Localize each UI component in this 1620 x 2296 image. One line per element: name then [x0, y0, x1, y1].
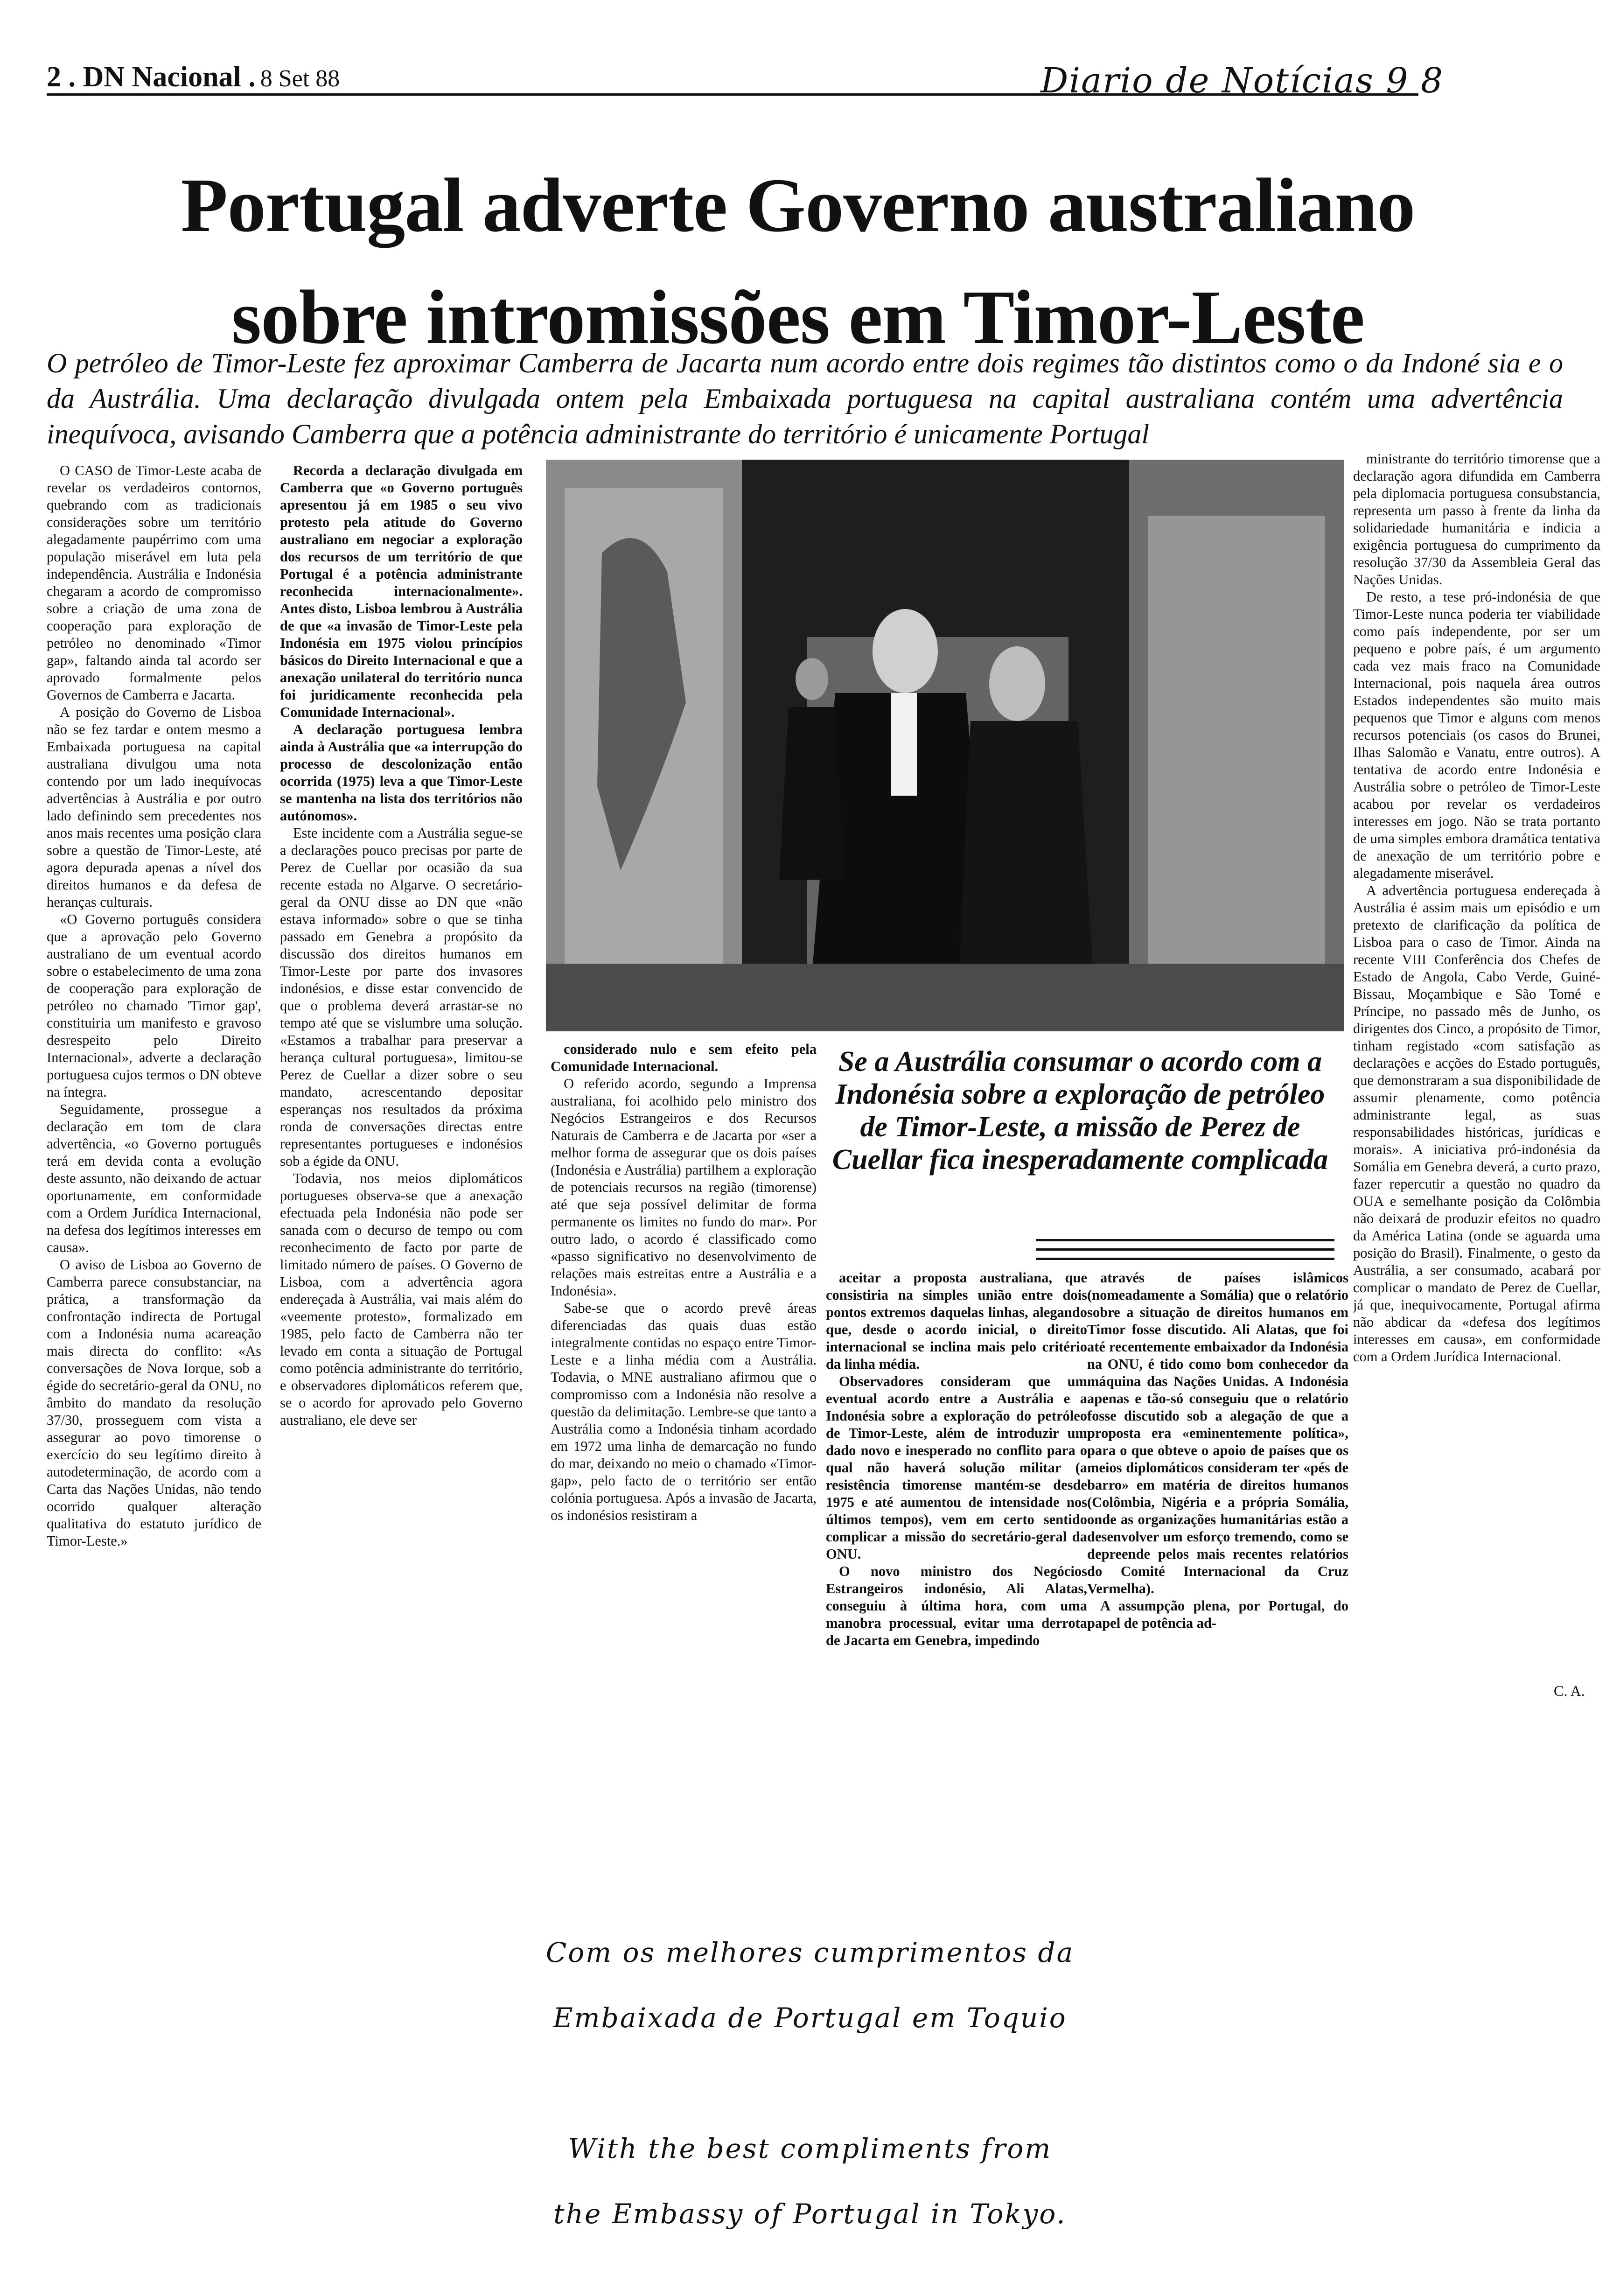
paragraph: Sabe-se que o acordo prevê áreas diferenciadas das quais duas estão integralmente contidas no espaço entre Timor-Leste e a linha média com a Austrália. Todavia, o MNE australiano afirmou que o compromisso com a Indonésia não resolve a questão da delimitação. Lembre-se que tanto a Austrália como a Indonésia tinham acordado em 1972 uma linha de demarcação no fundo do mar, deixando no meio o chamado «Timor-gap», pelo facto de o território ser então colónia portuguesa. Após a invasão de Jacarta, os indonésios resistiram a: [551, 1300, 817, 1523]
author-signature: C. A.: [1554, 1682, 1585, 1699]
compliments-pt-line-2: Embaixada de Portugal em Toquio: [553, 2002, 1067, 2034]
paragraph: «O Governo português considera que a aprovação pelo Governo australiano de um eventual acordo sobre o estabelecimento de uma zona de cooperação para exploração de petróleo no chamado 'Timor gap', constituiria um manifesto e gravoso desrespeito pelo Direito Internacional», adverte a declaração portuguesa cujos termos o DN obteve na íntegra.: [47, 911, 261, 1100]
compliments-en-line-1: With the best compliments from: [568, 2133, 1052, 2164]
pull-quote-rule: [1036, 1248, 1334, 1251]
paragraph: A advertência portuguesa endereçada à Austrália é assim mais um episódio e um pretexto de clarificação da política de Lisboa para o caso de Timor. Ainda na recente VIII Conferência dos Chefes de Estado de Angola, Cabo Verde, Guiné-Bissau, Moçambique e São Tomé e Príncipe, no passado mês de Junho, os dirigentes dos Cinco, a propósito de Timor, tinham registado «com satisfação as declarações e acções do Estado português, que demonstraram a sua disponibilidade de assumir plenamente, como potência administrante legal, as suas responsabilidades históricas, jurídicas e morais». A iniciativa pró-indonésia da Somália em Genebra deverá, a curto prazo, fazer repercutir a questão no quadro da OUA e semelhante posição da Colômbia não deixará de produzir efeitos no quadro da América Latina (onde se aguarda uma posição do Brasil). Finalmente, o gesto da Austrália, a ser consumado, acabará por complicar o mandato de Perez de Cuellar, já que, inequivocamente, Portugal afirma não abdicar da «defesa dos legítimos interesses em causa», em conformidade com a Ordem Jurídica Internacional.: [1353, 882, 1600, 1365]
photo-illustration: [546, 460, 1344, 1031]
headline: [112, 149, 1484, 373]
article-column-6: [1353, 450, 1600, 1682]
compliments-pt-line-1: Com os melhores cumprimentos da: [545, 1937, 1075, 1968]
paragraph: Observadores consideram que um eventual acordo entre a Austrália e a Indonésia sobre a exploração do petróleo de Timor-Leste, além de introduzir um dado novo e inesperado no conflito para o qual não haverá solução militar (a resistência timorense mantém-se desde 1975 e até aumentou de intensidade nos últimos tempos), vem em certo sentido complicar a missão do secretário-geral da ONU.: [826, 1373, 1087, 1562]
paragraph: A posição do Governo de Lisboa não se fez tardar e ontem mesmo a Embaixada portuguesa na capital australiana divulgou uma nota contendo por um lado inequívocas advertências à Austrália e por outro lado definindo sem precedentes nos anos mais recentes uma posição clara sobre a questão de Timor-Leste, até agora depurada apenas a nível dos direitos humanos e da defesa de heranças culturais.: [47, 704, 261, 910]
section-label: 2 . DN Nacional .: [47, 61, 256, 93]
paragraph: aceitar a proposta australiana, que consistiria na simples união entre dois pontos extremos daquelas linhas, alegando que, desde o acordo inicial, o direito internacional se inclina mais pelo critério da linha média.: [826, 1270, 1087, 1372]
paragraph: De resto, a tese pró-indonésia de que Timor-Leste nunca poderia ter viabilidade como país independente, por ser um pequeno e pobre país, é um argumento cada vez mais fraco na Comunidade Internacional, pois naquela área outros Estados independentes são muito mais pequenos que Timor e alguns com menos recursos potenciais (os casos do Brunei, Ilhas Salomão e Vanatu, entre outros). A tentativa de acordo entre Indonésia e Austrália sobre o petróleo de Timor-Leste acabou por revelar os verdadeiros interesses em jogo. Não se trata portanto de uma simples embora dramática tentativa de anexação de um território pobre e alegadamente miserável.: [1353, 589, 1600, 881]
headline-line-1: Portugal adverte Governo australiano: [181, 162, 1415, 248]
paragraph: através de países islâmicos (nomeadamente a Somália) que o relatório sobre a situação de direitos humanos em Timor fosse discutido. Ali Alatas, que foi até recentemente embaixador da Indonésia na ONU, é tido como bom conhecedor da máquina das Nações Unidas. A Indonésia apenas e tão-só conseguiu que o relatório fosse discutido sob a alegação de que a proposta era «eminentemente política», para o que obteve o apoio de países que os meios diplomáticos consideram ter «pés de barro» em matéria de direitos humanos (Colômbia, Nigéria e a própria Somália, onde as organizações humanitárias estão a desenvolver um esforço tremendo, como se depreende pelos mais recentes relatórios do Comité Internacional da Cruz Vermelha).: [1087, 1270, 1348, 1596]
article-column-4: [826, 1269, 1087, 1713]
handwritten-annotation: Diario de Notícias 9 8: [1040, 61, 1444, 101]
header-rule: [47, 93, 1418, 96]
paragraph: Recorda a declaração divulgada em Camberra que «o Governo português apresentou já em 1985 o seu vivo protesto pela atitude do Governo australiano em negociar a exploração dos recursos de um território de que Portugal é a potência administrante reconhecida internacionalmente». Antes disto, Lisboa lembrou à Austrália de que «a invasão de Timor-Leste pela Indonésia em 1975 violou princípios básicos do Direito Internacional e que a anexação unilateral do território nunca foi juridicamente reconhecida pela Comunidade Internacional».: [280, 462, 523, 720]
lead-paragraph: O petróleo de Timor-Leste fez aproximar Camberra de Jacarta num acordo entre dois regimes tão distintos como o da Indoné sia e o da Austrália. Uma declaração divulgada ontem pela Embaixada portuguesa na capital australiana contém uma advertência inequívoca, avisando Camberra que a potência administrante do território é unicamente Portugal: [47, 348, 1563, 449]
pull-quote: Se a Austrália consumar o acordo com a Indonésia sobre a exploração de petróleo de Timor-Leste, a missão de Perez de Cuellar fica inesperadamente complicada: [832, 1046, 1328, 1176]
paragraph: O novo ministro dos Negócios Estrangeiros indonésio, Ali Alatas, conseguiu à última hora, com uma manobra processual, evitar uma derrota de Jacarta em Genebra, impedindo: [826, 1563, 1087, 1648]
issue-date: 8 Set 88: [260, 65, 340, 92]
article-column-3: [551, 1041, 817, 1713]
compliments-en-line-2: the Embassy of Portugal in Tokyo.: [553, 2198, 1067, 2230]
article-column-1: [47, 462, 261, 1713]
paragraph: Este incidente com a Austrália segue-se a declarações pouco precisas por parte de Perez de Cuellar por ocasião da sua recente estada no Algarve. O secretário-geral da ONU disse ao DN que «não estava informado» sobre o que se tinha passado em Genebra a propósito da discussão dos direitos humanos em Timor-Leste por parte dos invasores indonésios, e disse estar convencido de que o problema deverá arrastar-se no tempo até que se vislumbre uma solução. «Estamos a trabalhar para preservar a herança cultural portuguesa», limitou-se Perez de Cuellar a dizer sobre o seu mandato, acrescentando depositar esperanças nos resultados da próxima ronda de conversações directas entre representantes portugueses e indonésios sob a égide da ONU.: [280, 825, 523, 1169]
paragraph: A assumpção plena, por Portugal, do papel de potência ad-: [1087, 1598, 1348, 1631]
section-header: [47, 61, 340, 94]
article-column-2: [280, 462, 523, 1694]
paragraph: A declaração portuguesa lembra ainda à Austrália que «a interrupção do processo de descolonização então ocorrida (1975) leva a que Timor-Leste se mantenha na lista dos territórios não autónomos».: [280, 721, 523, 824]
paragraph: O CASO de Timor-Leste acaba de revelar os verdadeiros contornos, quebrando com as tradicionais considerações sobre um território alegadamente paupérrimo com uma população miserável em luta pela independência. Austrália e Indonésia chegaram a acordo de compromisso sobre a criação de uma zona de cooperação para exploração de petróleo no denominado «Timor gap», faltando ainda tal acordo ser aprovado formalmente pelos Governos de Camberra e Jacarta.: [47, 462, 261, 703]
paragraph: O referido acordo, segundo a Imprensa australiana, foi acolhido pelo ministro dos Negócios Estrangeiros e dos Recursos Naturais de Camberra e de Jacarta por «ser a melhor forma de assegurar que os dois países (Indonésia e Austrália) partilhem a exploração de potenciais recursos na região (timorense) até que seja possível delimitar de forma permanente os limites no fundo do mar». Por outro lado, o acordo é classificado como «passo significativo no desenvolvimento de relações mais estreitas entre a Austrália e a Indonésia».: [551, 1076, 817, 1299]
paragraph: Seguidamente, prossegue a declaração em tom de clara advertência, «o Governo português terá em devida conta a evolução deste assunto, não deixando de actuar oportunamente, em conformidade com a Ordem Jurídica Internacional, na defesa dos legítimos interesses em causa».: [47, 1101, 261, 1255]
paragraph: O aviso de Lisboa ao Governo de Camberra parece consubstanciar, na prática, a transformação da confrontação indirecta de Portugal com a Indonésia numa acareação mais directa do conflito: «As conversações de Nova Iorque, sob a égide do secretário-geral da ONU, no âmbito do mandato da resolução 37/30, prosseguem com vista a assegurar ao povo timorense o exercício do seu legítimo direito à autodeterminação, de acordo com a Carta das Nações Unidas, não tendo ocorrido qualquer alteração qualitativa do estatuto jurídico de Timor-Leste.»: [47, 1257, 261, 1549]
pull-quote-rule: [1036, 1258, 1334, 1260]
article-column-5: [1087, 1269, 1348, 1713]
paragraph: considerado nulo e sem efeito pela Comunidade Internacional.: [551, 1041, 817, 1074]
paragraph: ministrante do território timorense que a declaração agora difundida em Camberra pela diplomacia portuguesa consubstancia, representa um passo à frente da linha da solidariedade humanitária e indicia a exigência portuguesa do cumprimento da resolução 37/30 da Assembleia Geral das Nações Unidas.: [1353, 451, 1600, 588]
paragraph: Todavia, nos meios diplomáticos portugueses observa-se que a anexação efectuada pela Indonésia não pode ser sanada com o decurso de tempo ou com reconhecimento de facto por parte de limitado número de países. O Governo de Lisboa, com a advertência agora endereçada à Austrália, vai mais além do «veemente protesto», formalizado em 1985, pelo facto de Camberra não ter levado em conta a situação de Portugal como potência administrante do território, e observadores diplomáticos referem que, se o acordo for aprovado pelo Governo australiano, ele deve ser: [280, 1170, 523, 1428]
pull-quote-rule: [1036, 1239, 1334, 1241]
news-photo: [546, 460, 1344, 1031]
headline-line-2: sobre intromissões em Timor-Leste: [231, 274, 1364, 360]
